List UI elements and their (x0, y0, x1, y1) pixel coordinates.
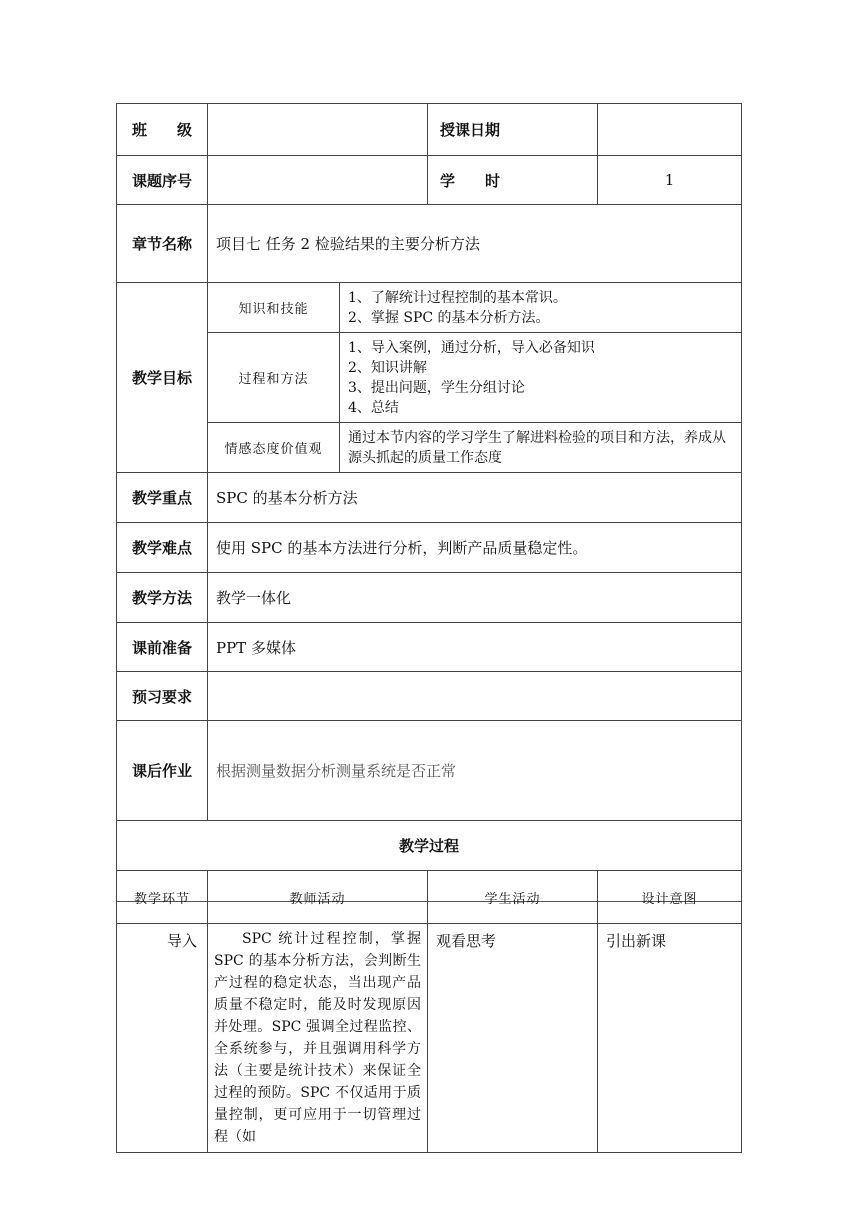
knowledge-label: 知识和技能 (208, 283, 340, 333)
chapter-label: 章节名称 (117, 205, 208, 283)
hours-value: 1 (598, 156, 742, 205)
attitude-label: 情感态度价值观 (208, 423, 340, 473)
hours-label: 学 时 (428, 156, 598, 205)
row-homework (117, 721, 742, 821)
row-preview (117, 672, 742, 721)
prep-label: 课前准备 (117, 623, 208, 672)
process-label: 过程和方法 (208, 333, 340, 423)
knowledge-items (340, 283, 742, 333)
process-items (340, 333, 742, 423)
row-process-header (117, 871, 742, 924)
preview-label: 预习要求 (117, 672, 208, 721)
row-objective-attitude (117, 423, 742, 473)
key-value: SPC 的基本分析方法 (208, 473, 742, 523)
row-difficulty (117, 523, 742, 573)
design-intent-intro: 引出新课 (598, 924, 742, 1153)
lesson-plan-table (116, 103, 742, 1153)
date-label: 授课日期 (428, 104, 598, 156)
row-lesson-no (117, 156, 742, 205)
lesson-plan-table-frame (116, 103, 741, 1145)
process-item: 4、总结 (348, 399, 399, 416)
lesson-no-value (208, 156, 428, 205)
row-process-title (117, 821, 742, 871)
date-value (598, 104, 742, 156)
row-method (117, 573, 742, 623)
attitude-text: 通过本节内容的学习学生了解进料检验的项目和方法，养成从源头抓起的质量工作态度 (340, 423, 742, 473)
col-student-header: 学生活动 (428, 871, 598, 924)
class-value (208, 104, 428, 156)
stage-intro: 导入 (117, 924, 208, 1153)
method-value: 教学一体化 (208, 573, 742, 623)
process-item: 1、导入案例，通过分析，导入必备知识 (348, 339, 595, 356)
method-label: 教学方法 (117, 573, 208, 623)
col-stage-header: 教学环节 (117, 871, 208, 924)
difficulty-value: 使用 SPC 的基本方法进行分析，判断产品质量稳定性。 (208, 523, 742, 573)
chapter-value: 项目七 任务 2 检验结果的主要分析方法 (208, 205, 742, 283)
col-intent-header: 设计意图 (598, 871, 742, 924)
prep-value: PPT 多媒体 (208, 623, 742, 672)
row-process-intro (117, 924, 742, 1153)
process-title: 教学过程 (117, 821, 742, 871)
knowledge-item: 2、掌握 SPC 的基本分析方法。 (348, 309, 550, 326)
preview-value (208, 672, 742, 721)
col-teacher-header: 教师活动 (208, 871, 428, 924)
row-preparation (117, 623, 742, 672)
row-key-point (117, 473, 742, 523)
process-item: 3、提出问题，学生分组讨论 (348, 379, 525, 396)
process-item: 2、知识讲解 (348, 359, 427, 376)
row-chapter (117, 205, 742, 283)
lesson-no-label: 课题序号 (117, 156, 208, 205)
homework-value: 根据测量数据分析测量系统是否正常 (208, 721, 742, 821)
row-objective-knowledge (117, 283, 742, 333)
teacher-activity-intro: SPC 统计过程控制，掌握 SPC 的基本分析方法，会判断生产过程的稳定状态，当出现产品质量不稳定时，能及时发现原因并处理。SPC 强调全过程监控、全系统参与，并且强调用科学方法（主要是统计技术）来保证全过程的预防。SPC 不仅适用于质量控制，更可应用于一切管理过程（如 (208, 924, 428, 1153)
row-objective-process (117, 333, 742, 423)
homework-label: 课后作业 (117, 721, 208, 821)
row-class (117, 104, 742, 156)
objectives-label: 教学目标 (117, 283, 208, 473)
student-activity-intro: 观看思考 (428, 924, 598, 1153)
key-label: 教学重点 (117, 473, 208, 523)
difficulty-label: 教学难点 (117, 523, 208, 573)
class-label: 班 级 (117, 104, 208, 156)
knowledge-item: 1、了解统计过程控制的基本常识。 (348, 289, 567, 306)
